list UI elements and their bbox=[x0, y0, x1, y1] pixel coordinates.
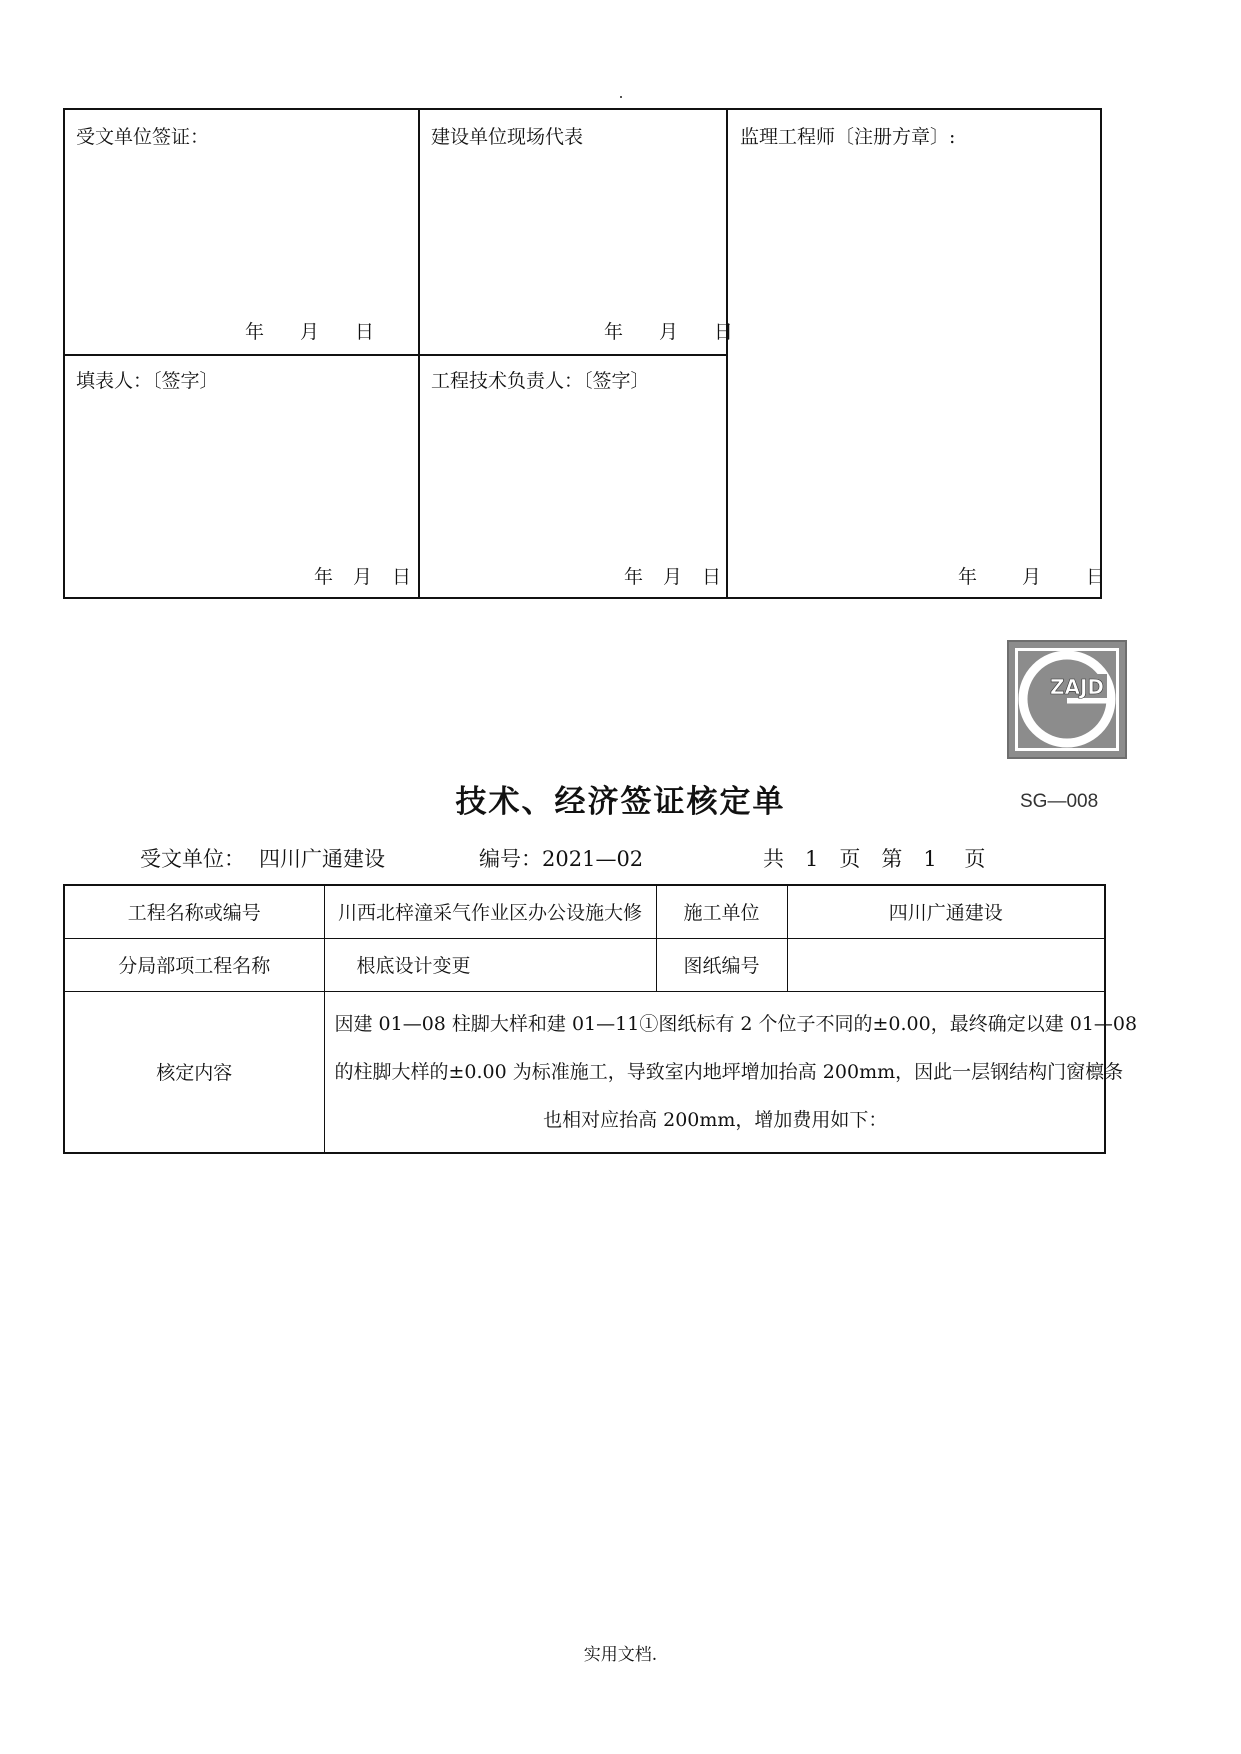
receiver-sign-date bbox=[245, 317, 374, 344]
document-title: 技术、经济签证核定单 bbox=[455, 784, 786, 820]
supervisor-date bbox=[958, 562, 1105, 589]
supervisor-label: 监理工程师〔注册方章〕: bbox=[740, 126, 956, 148]
meta-number bbox=[479, 843, 643, 873]
date-month: 月 bbox=[353, 566, 373, 588]
date-day: 日 bbox=[355, 321, 375, 343]
date-day: 日 bbox=[702, 566, 722, 588]
date-year: 年 bbox=[314, 566, 334, 588]
drawing-no-value bbox=[787, 938, 1105, 991]
meta-number-value: 2021—02 bbox=[542, 847, 644, 871]
logo-text: ZAJD bbox=[1049, 675, 1105, 699]
contractor-label: 施工单位 bbox=[656, 885, 787, 938]
filler-label: 填表人：〔签字〕 bbox=[76, 370, 219, 392]
meta-receiver-label: 受文单位： bbox=[140, 847, 245, 871]
sub-project-label: 分局部项工程名称 bbox=[64, 938, 324, 991]
builder-rep-date bbox=[604, 317, 733, 344]
contractor-value: 四川广通建设 bbox=[787, 885, 1105, 938]
builder-rep-label: 建设单位现场代表 bbox=[431, 126, 584, 148]
content-line: 也相对应抬高 200mm，增加费用如下： bbox=[543, 1108, 888, 1131]
content-body bbox=[324, 991, 1138, 1153]
date-day: 日 bbox=[714, 321, 734, 343]
page-footer: 实用文档. bbox=[583, 1645, 658, 1665]
meta-number-label: 编号： bbox=[479, 847, 542, 871]
table-row bbox=[64, 991, 1105, 1153]
logo-graphic bbox=[1009, 642, 1125, 757]
date-day: 日 bbox=[1086, 566, 1106, 588]
tech-lead-date bbox=[624, 562, 721, 589]
date-year: 年 bbox=[245, 321, 265, 343]
meta-pages: 共 1 页 第 1 页 bbox=[763, 847, 986, 871]
certification-table bbox=[63, 884, 1138, 1154]
signature-grid bbox=[63, 108, 1106, 599]
table-row bbox=[64, 885, 1105, 938]
form-code: SG—008 bbox=[1020, 791, 1099, 812]
content-line: 因建 01—08 柱脚大样和建 01—11①图纸标有 2 个位子不同的±0.00，最终确定以建 01—08 bbox=[334, 1012, 1138, 1035]
zajd-g-logo-icon bbox=[1007, 640, 1127, 759]
date-year: 年 bbox=[624, 566, 644, 588]
table-row bbox=[64, 938, 1105, 991]
meta-receiver bbox=[140, 843, 385, 873]
date-month: 月 bbox=[659, 321, 679, 343]
sub-project-value: 根底设计变更 bbox=[324, 938, 656, 991]
date-month: 月 bbox=[300, 321, 320, 343]
date-month: 月 bbox=[663, 566, 683, 588]
content-line: 的柱脚大样的±0.00 为标准施工，导致室内地坪增加抬高 200mm，因此一层钢结构门窗檩条 bbox=[334, 1060, 1124, 1083]
meta-receiver-value: 四川广通建设 bbox=[259, 847, 385, 871]
project-name-value: 川西北梓潼采气作业区办公设施大修 bbox=[324, 885, 656, 938]
project-name-label: 工程名称或编号 bbox=[64, 885, 324, 938]
drawing-no-label: 图纸编号 bbox=[656, 938, 787, 991]
page-marker-dot bbox=[620, 96, 622, 98]
tech-lead-label: 工程技术负责人：〔签字〕 bbox=[431, 370, 650, 392]
date-year: 年 bbox=[958, 566, 978, 588]
date-day: 日 bbox=[392, 566, 412, 588]
date-year: 年 bbox=[604, 321, 624, 343]
filler-date bbox=[314, 562, 411, 589]
grid-divider-h1 bbox=[65, 354, 727, 356]
content-label: 核定内容 bbox=[64, 991, 324, 1153]
receiver-sign-label: 受文单位签证： bbox=[76, 126, 210, 148]
date-month: 月 bbox=[1022, 566, 1042, 588]
